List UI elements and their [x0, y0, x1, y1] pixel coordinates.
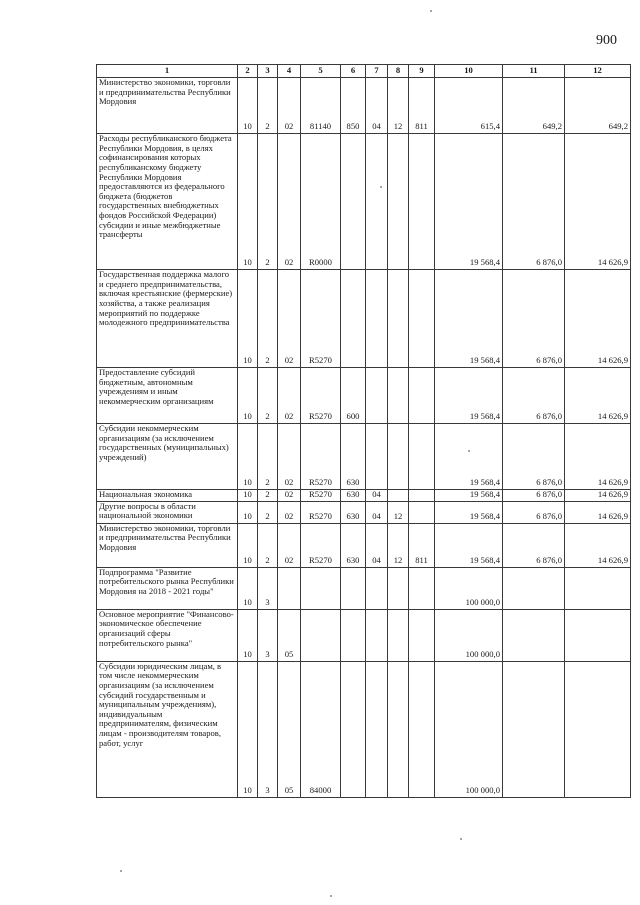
row-value-cell — [388, 368, 409, 424]
row-value-cell: 19 568,4 — [435, 134, 503, 270]
row-value-cell: 2 — [258, 424, 278, 490]
row-value-cell: R5270 — [301, 368, 341, 424]
row-value-cell: 02 — [278, 501, 301, 523]
row-value-cell — [366, 424, 388, 490]
table-row — [97, 523, 631, 567]
row-value-cell: 10 — [238, 523, 258, 567]
row-value-cell — [278, 567, 301, 609]
row-value-cell: 600 — [341, 368, 366, 424]
row-value-cell — [388, 490, 409, 502]
row-value-cell: 2 — [258, 501, 278, 523]
row-value-cell: 10 — [238, 609, 258, 661]
row-value-cell: 3 — [258, 661, 278, 797]
row-value-cell — [301, 609, 341, 661]
row-value-cell: 6 876,0 — [503, 424, 565, 490]
row-name-cell: Министерство экономики, торговли и предпринимательства Республики Мордовия — [97, 523, 238, 567]
page-number: 900 — [596, 33, 617, 48]
row-value-cell — [388, 567, 409, 609]
row-value-cell — [388, 134, 409, 270]
row-value-cell — [503, 609, 565, 661]
row-value-cell — [565, 661, 631, 797]
row-value-cell: 04 — [366, 523, 388, 567]
row-value-cell: 14 626,9 — [565, 490, 631, 502]
row-value-cell: 2 — [258, 78, 278, 134]
table-row — [97, 368, 631, 424]
row-value-cell: R5270 — [301, 424, 341, 490]
header-cell: 2 — [238, 65, 258, 78]
header-cell: 1 — [97, 65, 238, 78]
row-value-cell: 6 876,0 — [503, 270, 565, 368]
row-value-cell — [503, 661, 565, 797]
row-value-cell — [388, 609, 409, 661]
row-value-cell: 811 — [409, 523, 435, 567]
row-value-cell: 04 — [366, 490, 388, 502]
row-value-cell — [366, 609, 388, 661]
row-value-cell: 630 — [341, 501, 366, 523]
row-value-cell: 84000 — [301, 661, 341, 797]
row-value-cell: R5270 — [301, 523, 341, 567]
header-cell: 12 — [565, 65, 631, 78]
row-value-cell: 02 — [278, 523, 301, 567]
row-value-cell — [366, 368, 388, 424]
table-row — [97, 78, 631, 134]
row-value-cell: 10 — [238, 368, 258, 424]
row-value-cell: 14 626,9 — [565, 501, 631, 523]
row-value-cell: 19 568,4 — [435, 270, 503, 368]
table-row — [97, 270, 631, 368]
row-value-cell — [409, 567, 435, 609]
row-value-cell: 14 626,9 — [565, 270, 631, 368]
row-value-cell: 6 876,0 — [503, 523, 565, 567]
row-value-cell: R5270 — [301, 501, 341, 523]
table-row — [97, 424, 631, 490]
row-value-cell — [341, 567, 366, 609]
row-value-cell: 2 — [258, 523, 278, 567]
row-name-cell: Подпрограмма "Развитие потребительского рынка Республики Мордовия на 2018 - 2021 годы" — [97, 567, 238, 609]
row-value-cell: 811 — [409, 78, 435, 134]
row-value-cell — [565, 609, 631, 661]
row-value-cell: 2 — [258, 368, 278, 424]
row-value-cell: 630 — [341, 424, 366, 490]
row-value-cell: 630 — [341, 523, 366, 567]
row-value-cell: 12 — [388, 501, 409, 523]
table-row — [97, 134, 631, 270]
header-cell: 3 — [258, 65, 278, 78]
row-value-cell: 649,2 — [565, 78, 631, 134]
header-cell: 10 — [435, 65, 503, 78]
row-value-cell: 10 — [238, 661, 258, 797]
row-value-cell: 04 — [366, 501, 388, 523]
header-cell: 5 — [301, 65, 341, 78]
row-value-cell: 2 — [258, 134, 278, 270]
row-name-cell: Другие вопросы в области национальной экономики — [97, 501, 238, 523]
row-value-cell: 02 — [278, 490, 301, 502]
row-value-cell: R0000 — [301, 134, 341, 270]
row-value-cell — [388, 270, 409, 368]
row-value-cell — [409, 490, 435, 502]
row-name-cell: Субсидии некоммерческим организациям (за исключением государственных (муниципальных) учреждений) — [97, 424, 238, 490]
header-cell: 11 — [503, 65, 565, 78]
header-cell: 8 — [388, 65, 409, 78]
row-value-cell: 3 — [258, 609, 278, 661]
table-row — [97, 567, 631, 609]
row-value-cell — [565, 567, 631, 609]
budget-table — [96, 64, 631, 798]
row-value-cell: 6 876,0 — [503, 134, 565, 270]
row-value-cell: 10 — [238, 501, 258, 523]
header-cell: 7 — [366, 65, 388, 78]
row-value-cell: 14 626,9 — [565, 134, 631, 270]
row-value-cell — [409, 661, 435, 797]
row-value-cell — [409, 609, 435, 661]
row-value-cell: 14 626,9 — [565, 523, 631, 567]
header-cell: 9 — [409, 65, 435, 78]
row-value-cell: 19 568,4 — [435, 424, 503, 490]
header-cell: 4 — [278, 65, 301, 78]
scan-speck — [430, 10, 432, 12]
header-cell: 6 — [341, 65, 366, 78]
row-value-cell: 2 — [258, 490, 278, 502]
table-row — [97, 490, 631, 502]
row-name-cell: Основное мероприятие "Финансово-экономическое обеспечение организаций сферы потребительского рынка" — [97, 609, 238, 661]
row-value-cell: 10 — [238, 134, 258, 270]
row-value-cell: 02 — [278, 78, 301, 134]
row-value-cell: 02 — [278, 134, 301, 270]
row-value-cell — [341, 661, 366, 797]
row-value-cell — [409, 134, 435, 270]
row-value-cell: R5270 — [301, 270, 341, 368]
row-name-cell: Предоставление субсидий бюджетным, автономным учреждениям и иным некоммерческим организациям — [97, 368, 238, 424]
row-value-cell: 02 — [278, 270, 301, 368]
row-value-cell: 02 — [278, 424, 301, 490]
row-value-cell: 19 568,4 — [435, 501, 503, 523]
row-name-cell: Субсидии юридическим лицам, в том числе некоммерческим организациям (за исключением субсидий государственным и муниципальным учреждениям), индивидуальным предпринимателям, физическим лицам - производителям товаров, работ, услуг — [97, 661, 238, 797]
row-value-cell: 12 — [388, 523, 409, 567]
scan-speck — [380, 186, 382, 188]
row-value-cell: 05 — [278, 661, 301, 797]
scan-speck — [468, 450, 470, 452]
row-value-cell: 100 000,0 — [435, 609, 503, 661]
row-value-cell — [503, 567, 565, 609]
row-value-cell: 19 568,4 — [435, 490, 503, 502]
row-value-cell: 14 626,9 — [565, 368, 631, 424]
row-value-cell: 12 — [388, 78, 409, 134]
row-value-cell — [388, 424, 409, 490]
table-row — [97, 661, 631, 797]
row-value-cell — [366, 270, 388, 368]
row-value-cell: 05 — [278, 609, 301, 661]
row-value-cell: 850 — [341, 78, 366, 134]
row-value-cell: 02 — [278, 368, 301, 424]
row-value-cell: 10 — [238, 424, 258, 490]
row-name-cell: Расходы республиканского бюджета Республики Мордовия, в целях софинансирования которых республиканскому бюджету Республики Мордовия предоставляются из федерального бюджета (бюджетов государственных внебюджетных фондов Российской Федерации) субсидии и иные межбюджетные трансферты — [97, 134, 238, 270]
row-value-cell — [366, 661, 388, 797]
row-value-cell: 100 000,0 — [435, 661, 503, 797]
row-value-cell — [409, 368, 435, 424]
row-value-cell — [301, 567, 341, 609]
row-value-cell: 3 — [258, 567, 278, 609]
row-value-cell: 6 876,0 — [503, 501, 565, 523]
row-value-cell — [409, 270, 435, 368]
row-value-cell — [388, 661, 409, 797]
row-name-cell: Министерство экономики, торговли и предпринимательства Республики Мордовия — [97, 78, 238, 134]
row-value-cell: 19 568,4 — [435, 523, 503, 567]
row-value-cell — [409, 424, 435, 490]
row-value-cell — [409, 501, 435, 523]
row-value-cell — [366, 567, 388, 609]
table-header-row — [97, 65, 631, 78]
scan-speck — [330, 895, 332, 897]
scan-speck — [460, 838, 462, 840]
row-value-cell: 81140 — [301, 78, 341, 134]
row-value-cell — [341, 134, 366, 270]
row-value-cell: 630 — [341, 490, 366, 502]
row-value-cell: 2 — [258, 270, 278, 368]
row-value-cell: 10 — [238, 490, 258, 502]
row-name-cell: Национальная экономика — [97, 490, 238, 502]
row-value-cell — [341, 270, 366, 368]
row-name-cell: Государственная поддержка малого и среднего предпринимательства, включая крестьянские (фермерские) хозяйства, а также реализация мероприятий по поддержке молодежного предпринимательства — [97, 270, 238, 368]
row-value-cell — [341, 609, 366, 661]
row-value-cell: 100 000,0 — [435, 567, 503, 609]
row-value-cell: 04 — [366, 78, 388, 134]
row-value-cell: 19 568,4 — [435, 368, 503, 424]
table-row — [97, 609, 631, 661]
table-row — [97, 501, 631, 523]
row-value-cell: 649,2 — [503, 78, 565, 134]
row-value-cell: 6 876,0 — [503, 490, 565, 502]
row-value-cell — [366, 134, 388, 270]
row-value-cell: 10 — [238, 567, 258, 609]
row-value-cell: R5270 — [301, 490, 341, 502]
scan-speck — [120, 870, 122, 872]
row-value-cell: 14 626,9 — [565, 424, 631, 490]
row-value-cell: 10 — [238, 270, 258, 368]
row-value-cell: 10 — [238, 78, 258, 134]
row-value-cell: 6 876,0 — [503, 368, 565, 424]
row-value-cell: 615,4 — [435, 78, 503, 134]
